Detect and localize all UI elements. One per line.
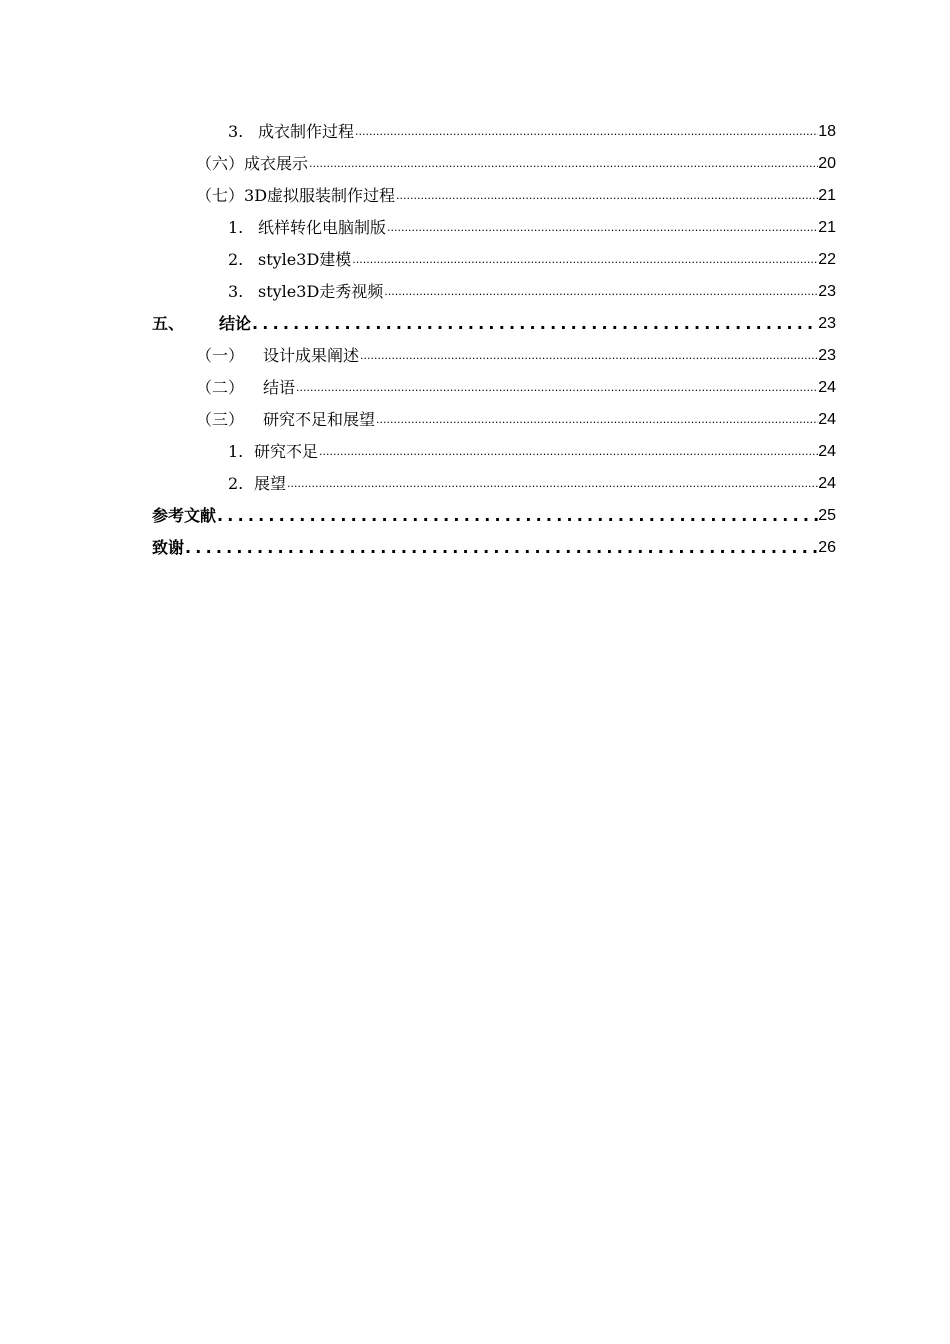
toc-page-number: 24 <box>818 443 836 460</box>
toc-entry-number: （一） <box>196 346 245 365</box>
toc-entry-number: （七） <box>196 186 245 205</box>
toc-entry-title: 致谢 <box>152 538 185 557</box>
toc-entry-title: style3D走秀视频 <box>258 282 384 301</box>
toc-page-number: 24 <box>818 379 836 396</box>
toc-entry <box>0 150 950 174</box>
toc-entry <box>0 118 950 142</box>
dot-leader <box>359 346 818 366</box>
toc-entry <box>0 310 950 334</box>
toc-entry-title: 结语 <box>263 378 296 397</box>
toc-entry-title: 研究不足 <box>254 442 319 461</box>
dot-leader <box>318 442 818 462</box>
toc-page-number: 23 <box>818 315 836 332</box>
toc-entry-title: 研究不足和展望 <box>263 410 376 429</box>
toc-entry-title: 成衣展示 <box>244 154 309 173</box>
toc-entry <box>0 534 950 558</box>
toc-entry <box>0 374 950 398</box>
toc-entry-title: 参考文献 <box>152 506 217 525</box>
toc-entry-title: 展望 <box>254 474 287 493</box>
toc-entry-label <box>228 218 386 238</box>
toc-page-number: 23 <box>818 347 836 364</box>
dot-leader <box>286 474 818 494</box>
toc-entry-label <box>152 314 251 334</box>
toc-entry-number: 3. <box>228 282 244 301</box>
toc-entry-label <box>196 154 308 174</box>
toc-entry-title: 纸样转化电脑制版 <box>258 218 387 237</box>
toc-entry-label <box>228 122 354 142</box>
toc-entry-label <box>196 378 295 398</box>
toc-entry-label <box>228 282 383 302</box>
toc-entry-label <box>196 410 375 430</box>
toc-entry-label <box>196 186 395 206</box>
toc-entry <box>0 214 950 238</box>
dot-leader <box>354 122 818 142</box>
toc-entry-label <box>196 346 359 366</box>
toc-entry <box>0 470 950 494</box>
toc-entry-number: 1. <box>228 218 244 237</box>
toc-entry <box>0 406 950 430</box>
toc-page-number: 26 <box>818 539 836 556</box>
toc-entry <box>0 438 950 462</box>
toc-page-number: 24 <box>818 475 836 492</box>
toc-entry-label <box>152 538 184 558</box>
toc-entry <box>0 342 950 366</box>
toc-entry-number: （六） <box>196 154 245 173</box>
toc-entry-title: style3D建模 <box>258 250 352 269</box>
dot-leader <box>375 410 818 430</box>
toc-entry-label <box>152 506 216 526</box>
toc-entry-title: 成衣制作过程 <box>258 122 355 141</box>
toc-page-number: 24 <box>818 411 836 428</box>
dot-leader <box>383 282 818 302</box>
toc-page-number: 22 <box>818 251 836 268</box>
dot-leader <box>308 154 818 174</box>
dot-leader <box>251 314 818 334</box>
toc-entry <box>0 182 950 206</box>
toc-page-number: 21 <box>818 187 836 204</box>
dot-leader <box>351 250 818 270</box>
toc-entry-label <box>228 250 351 270</box>
toc-entry-number: 五、 <box>152 314 185 333</box>
toc-entry <box>0 502 950 526</box>
toc-entry-number: 2. <box>228 250 244 269</box>
toc-entry-label <box>228 474 286 494</box>
dot-leader <box>386 218 818 238</box>
toc-entry <box>0 246 950 270</box>
dot-leader <box>395 186 818 206</box>
dot-leader <box>184 538 818 558</box>
toc-entry-number: 3. <box>228 122 244 141</box>
toc-page-number: 21 <box>818 219 836 236</box>
toc-entry-title: 设计成果阐述 <box>263 346 360 365</box>
toc-page-number: 23 <box>818 283 836 300</box>
toc-page-number: 20 <box>818 155 836 172</box>
dot-leader <box>295 378 818 398</box>
dot-leader <box>216 506 818 526</box>
toc-entry-label <box>228 442 318 462</box>
toc-page-number: 18 <box>818 123 836 140</box>
toc-entry-number: （二） <box>196 378 245 397</box>
toc-entry-number: 2. <box>228 474 244 493</box>
toc-entry-number: 1. <box>228 442 244 461</box>
toc-entry-number: （三） <box>196 410 245 429</box>
toc-entry-title: 3D虚拟服装制作过程 <box>244 186 396 205</box>
toc-page-number: 25 <box>818 507 836 524</box>
toc-entry-title: 结论 <box>219 314 252 333</box>
toc-entry <box>0 278 950 302</box>
